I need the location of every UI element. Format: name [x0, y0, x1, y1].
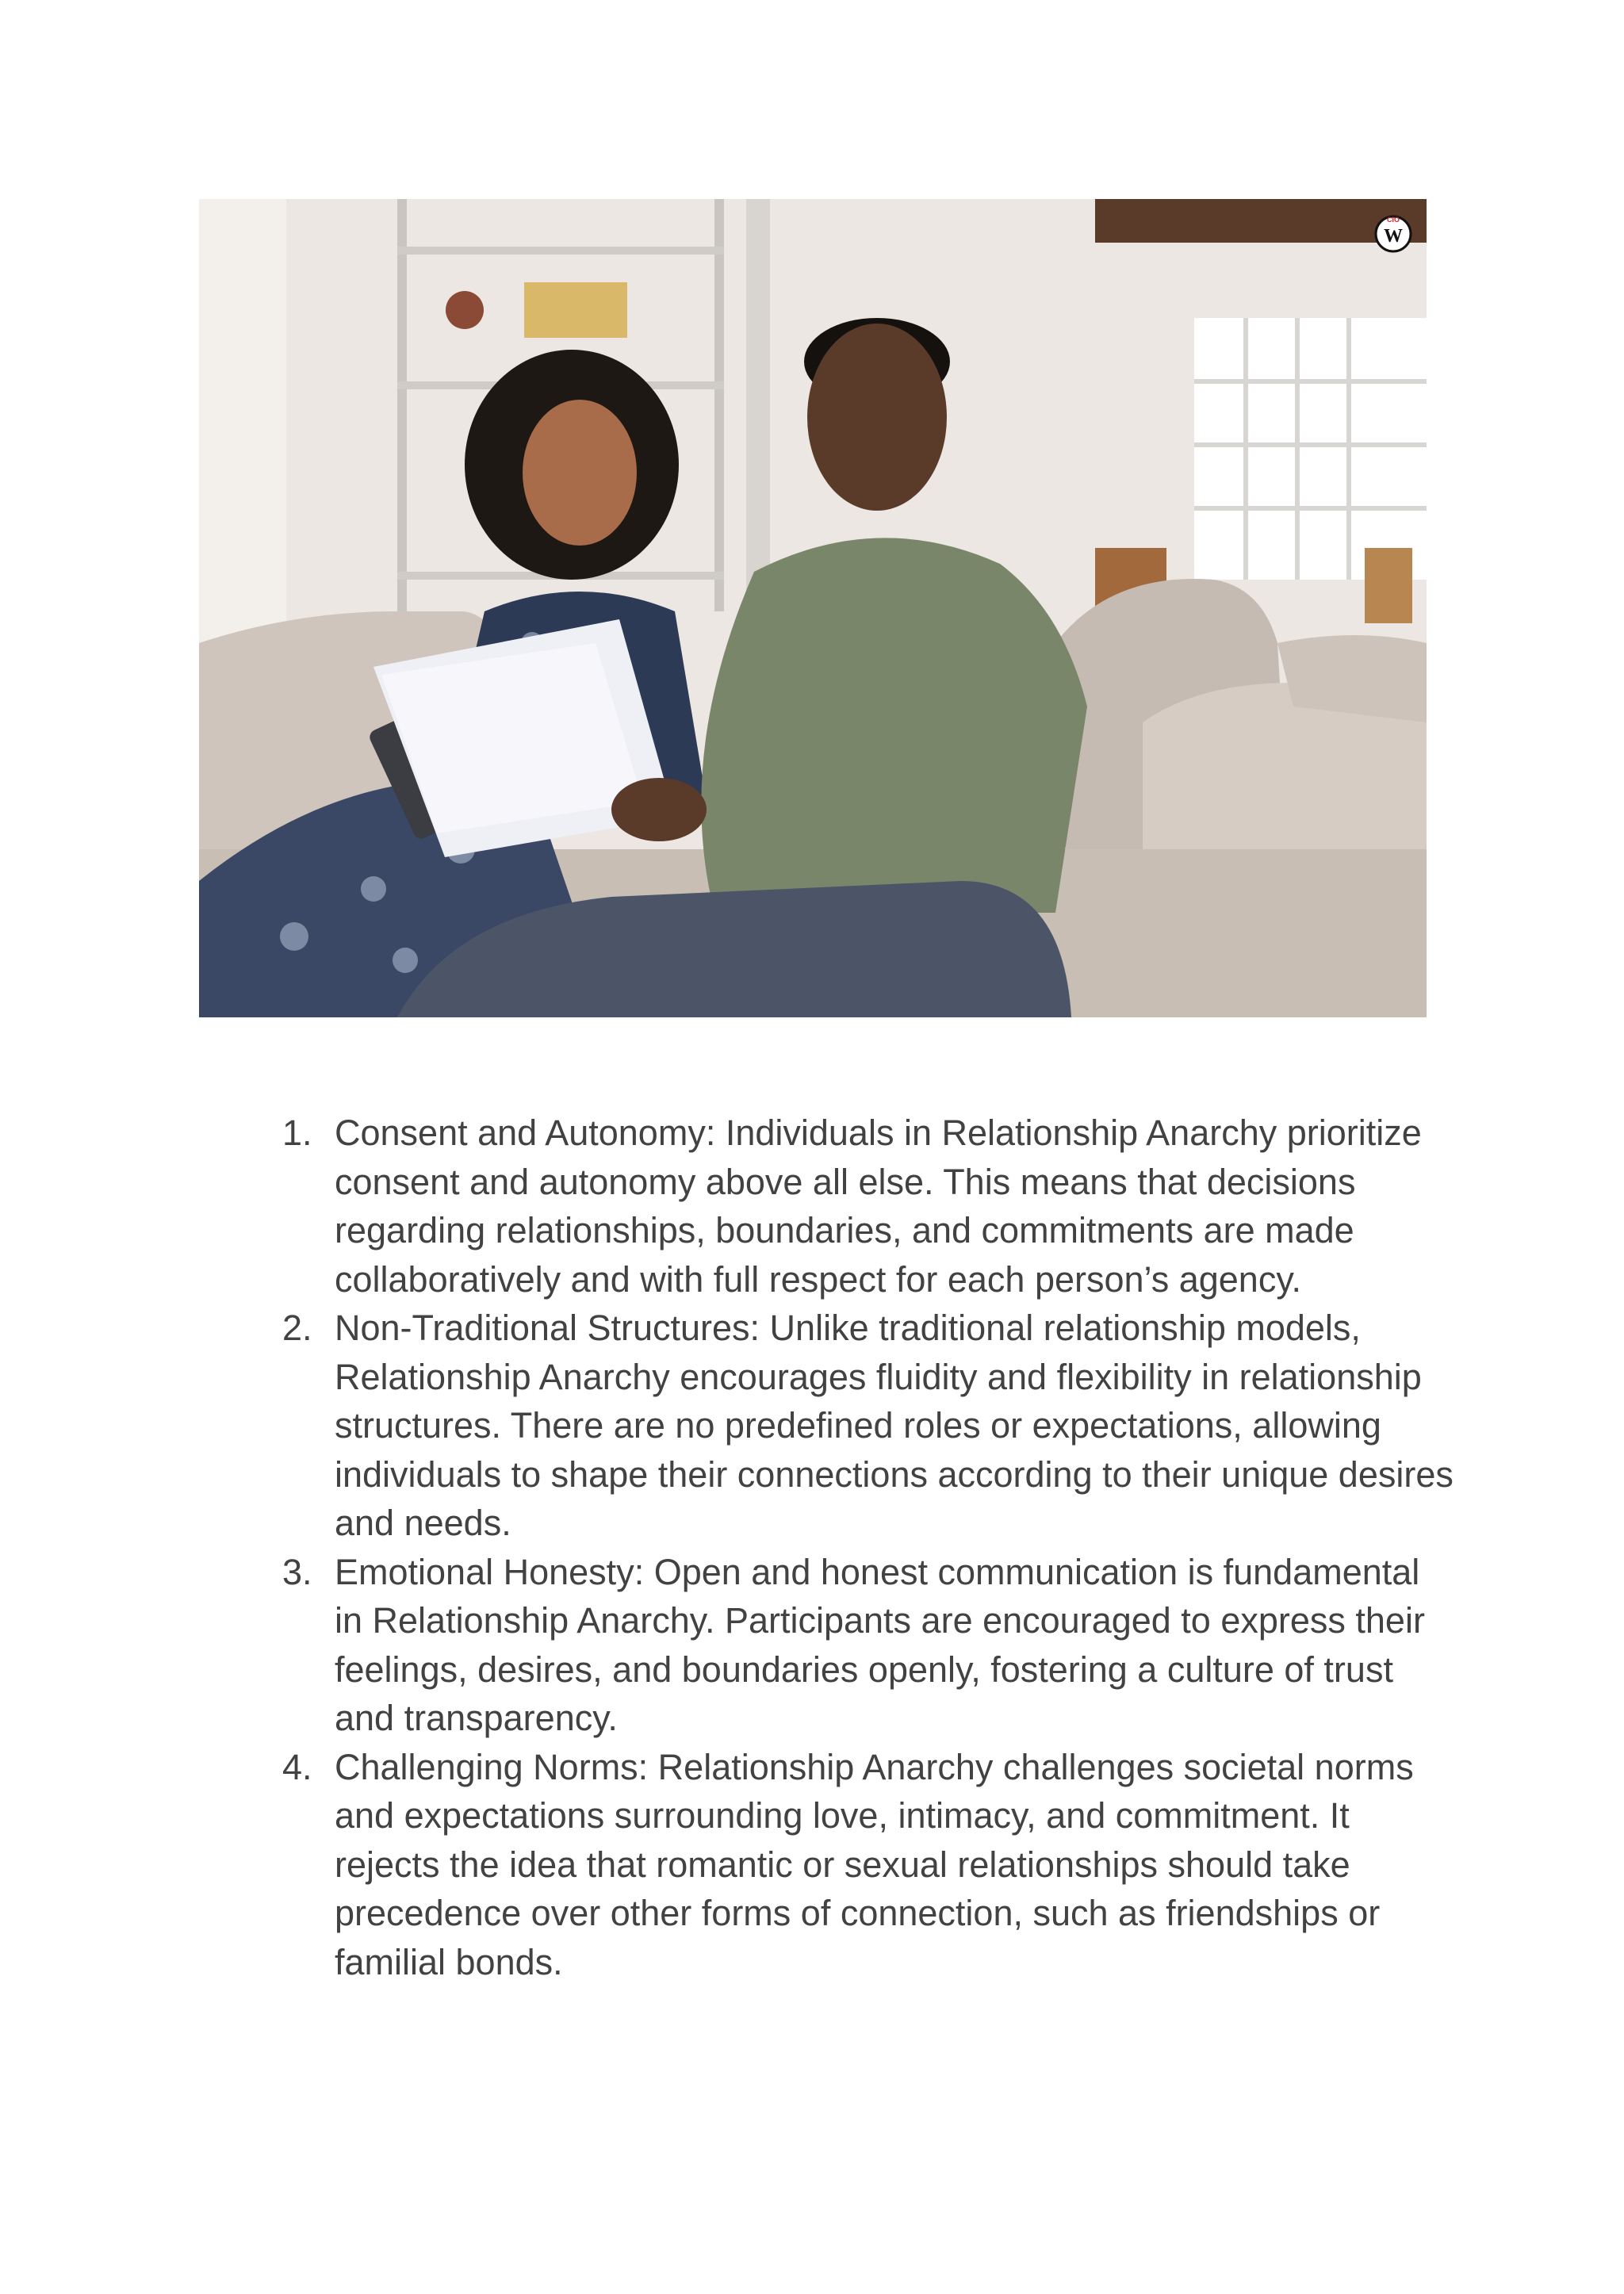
- list-item: [282, 1548, 1456, 1743]
- principles-list: [282, 1109, 1456, 1986]
- list-item-number: 2.: [282, 1308, 312, 1348]
- list-item: [282, 1743, 1456, 1987]
- hero-photo: [199, 199, 1427, 1017]
- svg-text:W: W: [1384, 226, 1403, 247]
- list-item-number: 3.: [282, 1551, 312, 1592]
- cio-w-logo: [1373, 212, 1414, 253]
- list-item: [282, 1304, 1456, 1548]
- list-item-text: Emotional Honesty: Open and honest communication is fundamental in Relationship Anarchy. Participants are encouraged to express their feelings, desires, and boundaries openly, fostering a culture of trust and transparency.: [335, 1551, 1425, 1738]
- list-item: [282, 1109, 1456, 1304]
- list-item-text: Non-Traditional Structures: Unlike traditional relationship models, Relationship Anarchy encourages fluidity and flexibility in relationship structures. There are no predefined roles or expectations, allowing individuals to shape their connections according to their unique desires and needs.: [335, 1308, 1454, 1543]
- svg-text:CIO: CIO: [1386, 216, 1400, 224]
- list-item-text: Challenging Norms: Relationship Anarchy challenges societal norms and expectations surrounding love, intimacy, and commitment. It rejects the idea that romantic or sexual relationships should take precedence over other forms of connection, such as friendships or familial bonds.: [335, 1746, 1414, 1982]
- photo-scene: [199, 199, 1427, 1017]
- list-item-number: 4.: [282, 1746, 312, 1787]
- list-item-text: Consent and Autonomy: Individuals in Relationship Anarchy prioritize consent and autonomy above all else. This means that decisions regarding relationships, boundaries, and commitments are made collaboratively and with full respect for each person’s agency.: [335, 1113, 1422, 1300]
- list-item-number: 1.: [282, 1113, 312, 1153]
